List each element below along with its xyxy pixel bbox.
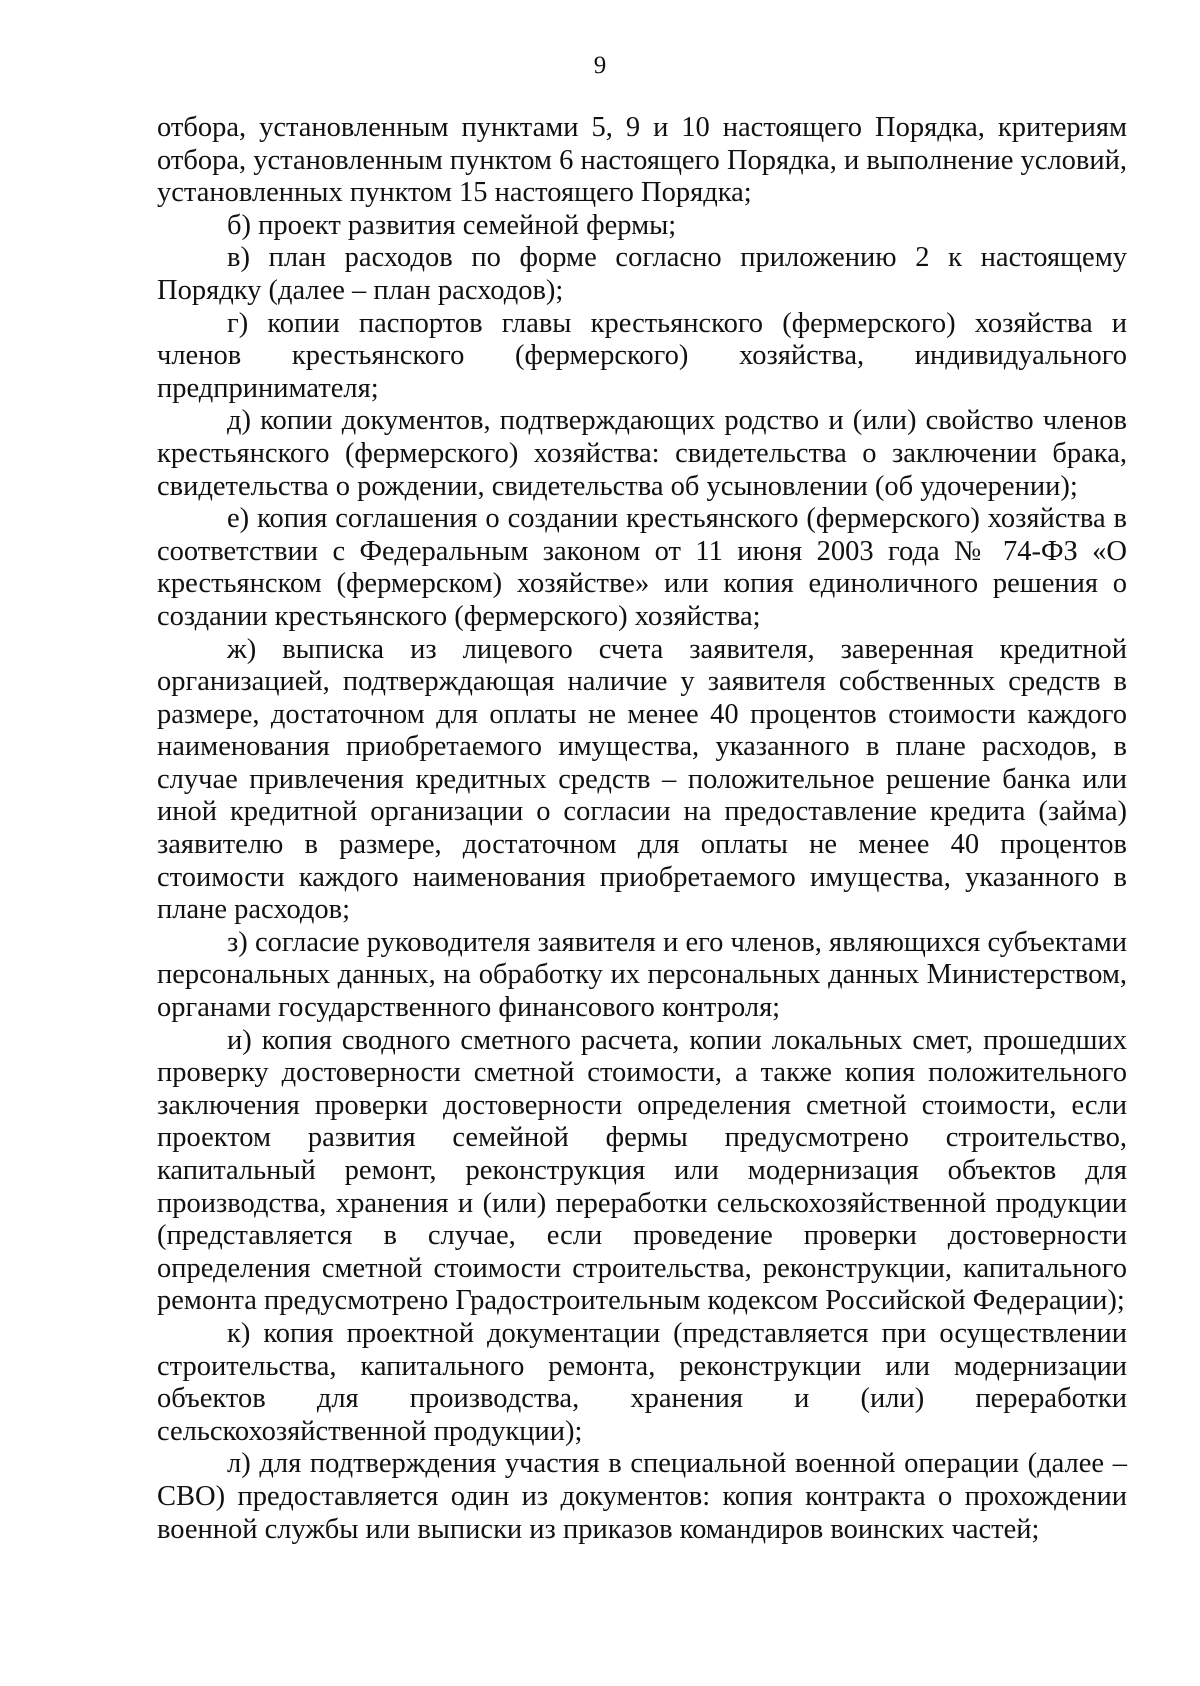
paragraph-item-k: к) копия проектной документации (представляется при осуществлении строительства, капитального ремонта, реконструкции или модернизации объектов для производства, хранения и (или) переработки сельскохозяйственной продукции); (157, 1317, 1127, 1447)
page-number: 9 (593, 52, 607, 79)
paragraph-item-d: д) копии документов, подтверждающих родство и (или) свойство членов крестьянского (фермерского) хозяйства: свидетельства о заключении брака, свидетельства о рождении, свидетельства об усыновлении (об удочерении); (157, 405, 1127, 502)
document-body (157, 112, 1127, 1546)
paragraph-item-g: г) копии паспортов главы крестьянского (фермерского) хозяйства и членов крестьянского (фермерского) хозяйства, индивидуального предпринимателя; (157, 307, 1127, 404)
paragraph-item-b: б) проект развития семейной фермы; (227, 209, 677, 241)
paragraph-item-zh: ж) выписка из лицевого счета заявителя, заверенная кредитной организацией, подтверждающая наличие у заявителя собственных средств в размере, достаточном для оплаты не менее 40 процентов стоимости каждого наименования приобретаемого имущества, указанного в плане расходов, в случае привлечения кредитных средств – положительное решение банка или иной кредитной организации о согласии на предоставление кредита (займа) заявителю в размере, достаточном для оплаты не менее 40 процентов стоимости каждого наименования приобретаемого имущества, указанного в плане расходов; (157, 633, 1127, 926)
paragraph-item-l: л) для подтверждения участия в специальной военной операции (далее – СВО) предоставляется один из документов: копия контракта о прохождении военной службы или выписки из приказов командиров воинских частей; (157, 1448, 1127, 1545)
paragraph-item-e: е) копия соглашения о создании крестьянского (фермерского) хозяйства в соответствии с Федеральным законом от 11 июня 2003 года № 74-ФЗ «О крестьянском (фермерском) хозяйстве» или копия единоличного решения о создании крестьянского (фермерского) хозяйства; (157, 503, 1127, 632)
paragraph-continuation: отбора, установленным пунктами 5, 9 и 10 настоящего Порядка, критериям отбора, установленным пунктом 6 настоящего Порядка, и выполнение условий, установленных пунктом 15 настоящего Порядка; (157, 112, 1127, 209)
paragraph-item-z: з) согласие руководителя заявителя и его членов, являющихся субъектами персональных данных, на обработку их персональных данных Министерством, органами государственного финансового контроля; (157, 926, 1127, 1024)
paragraph-item-v: в) план расходов по форме согласно приложению 2 к настоящему Порядку (далее – план расходов); (157, 242, 1127, 306)
paragraph-item-i: и) копия сводного сметного расчета, копии локальных смет, прошедших проверку достоверности сметной стоимости, а также копия положительного заключения проверки достоверности определения сметной стоимости, если проектом развития семейной фермы предусмотрено строительство, капитальный ремонт, реконструкция или модернизация объектов для производства, хранения и (или) переработки сельскохозяйственной продукции (представляется в случае, если проведение проверки достоверности определения сметной стоимости строительства, реконструкции, капитального ремонта предусмотрено Градостроительным кодексом Российской Федерации); (157, 1024, 1127, 1317)
